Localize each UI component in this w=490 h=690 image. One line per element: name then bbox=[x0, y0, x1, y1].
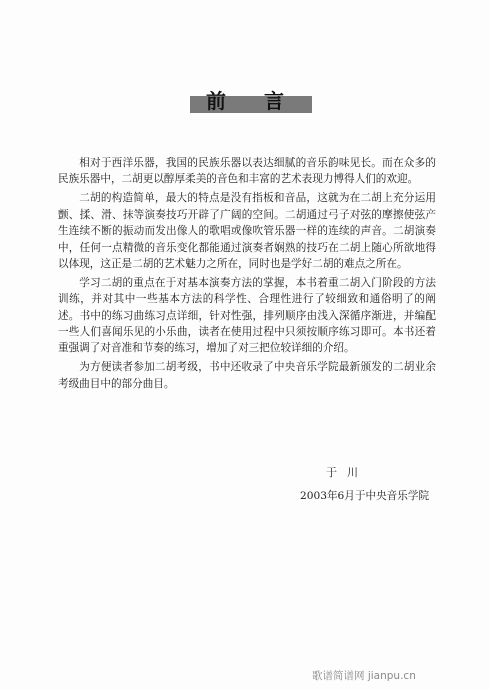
paragraph-4: 为方便读者参加二胡考级，书中还收录了中央音乐学院最新颁发的二胡业余考级曲目中的部分曲目。 bbox=[58, 361, 436, 390]
paragraph-2: 二胡的构造简单，最大的特点是没有指板和音品，这就为在二胡上充分运用颤、揉、滑、抹等演奏技巧开辟了广阔的空间。二胡通过弓子对弦的摩擦使弦产生连续不断的振动而发出像人的歌唱或像吹管乐器一样的连续的声音。二胡演奏中，任何一点精微的音乐变化都能通过演奏者娴熟的技巧在二胡上随心所欲地得以体现，这正是二胡的艺术魅力之所在，同时也是学好二胡的难点之所在。 bbox=[58, 192, 436, 270]
title-char-1: 前 bbox=[206, 88, 226, 113]
dateline: 2003年6月于中央音乐学院 bbox=[300, 490, 430, 502]
author-name: 于川 bbox=[326, 466, 368, 479]
paragraph-1: 相对于西洋乐器，我国的民族乐器以表达细腻的音乐韵味见长。而在众多的民族乐器中，二胡更以醇厚柔美的音色和丰富的艺术表现力博得人们的欢迎。 bbox=[58, 157, 436, 186]
title-char-2: 言 bbox=[264, 88, 284, 113]
site-watermark: 歌谱简谱网 jianpu.cn bbox=[312, 670, 416, 682]
paragraph-3: 学习二胡的重点在于对基本演奏方法的掌握，本书着重二胡入门阶段的方法训练，并对其中一些基本方法的科学性、合理性进行了较细致和通俗明了的阐述。书中的练习曲练习点详细，针对性强，排列顺序由浅入深循序渐进，并编配一些人们喜闻乐见的小乐曲，读者在使用过程中只须按顺序练习即可。本书还着重强调了对音准和节奏的练习，增加了对三把位较详细的介绍。 bbox=[58, 276, 436, 355]
title-text bbox=[184, 88, 306, 113]
preface-body bbox=[58, 155, 436, 395]
page-title bbox=[184, 88, 306, 113]
